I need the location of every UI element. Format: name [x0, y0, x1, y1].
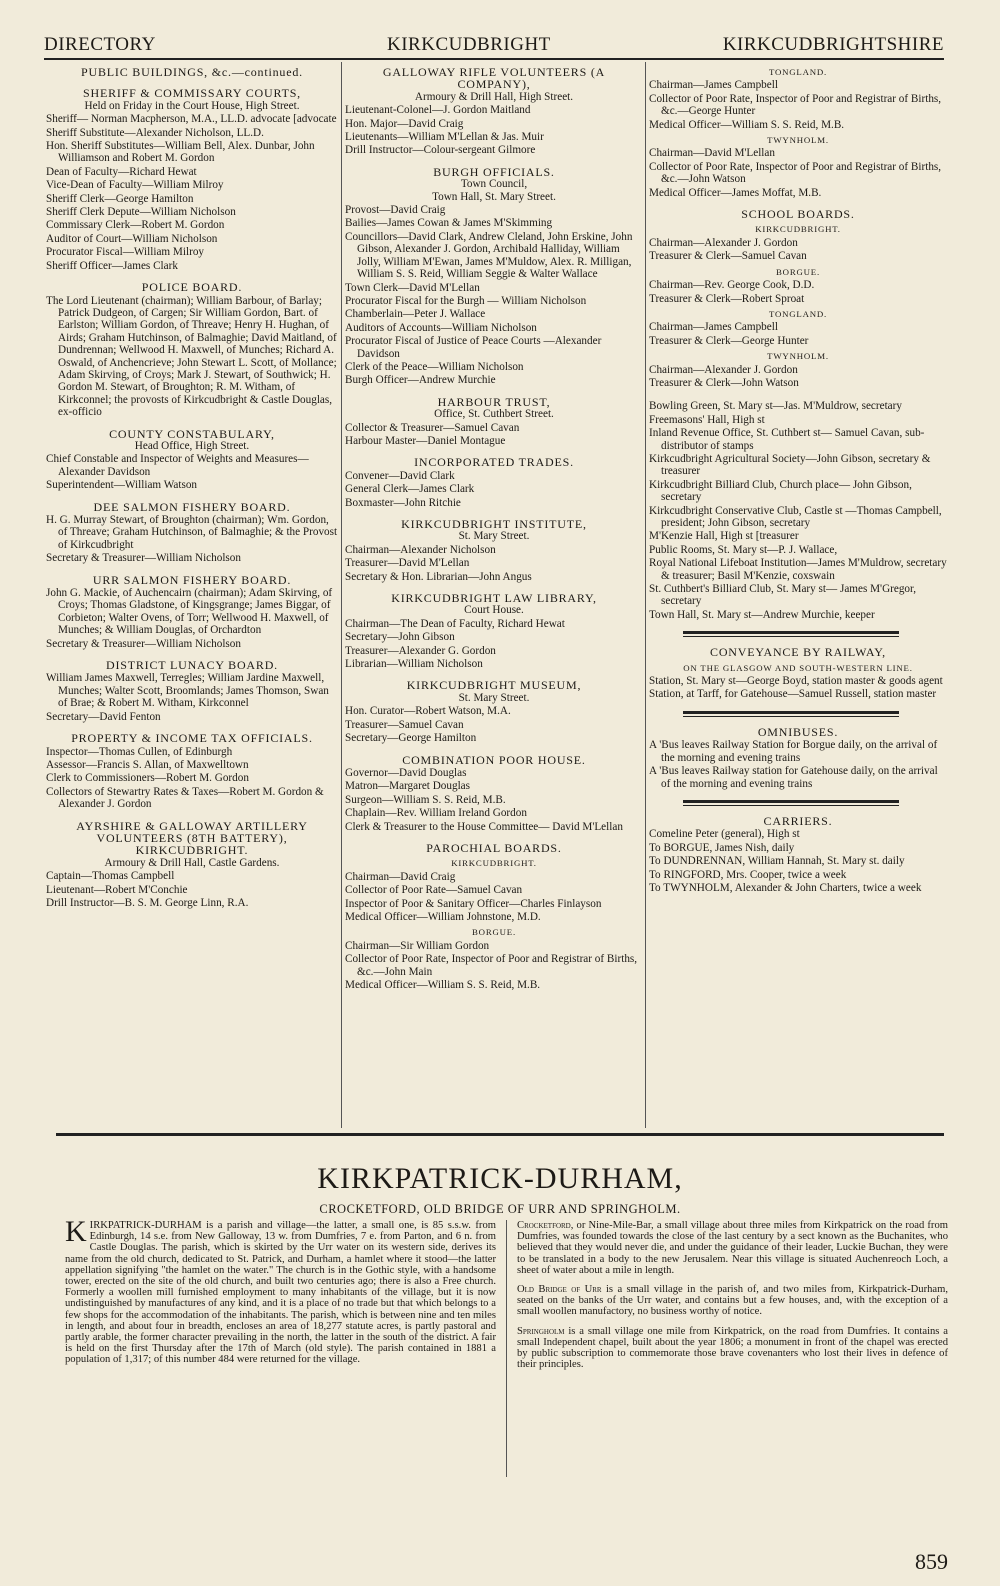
directory-entry: Procurator Fiscal for the Burgh — William Nicholson — [345, 294, 587, 307]
directory-entry: To DUNDRENNAN, William Hannah, St. Mary st. daily — [649, 855, 905, 868]
directory-entry: Kirkcudbright Agricultural Society—John Gibson, secretary & treasurer — [649, 452, 931, 478]
directory-entry: Secretary—John Gibson — [345, 631, 455, 644]
section-divider-rule — [683, 631, 899, 637]
section-heading: KIRKCUDBRIGHT INSTITUTE, — [401, 517, 587, 531]
directory-entry: Collector of Poor Rate—Samuel Cavan — [345, 884, 523, 897]
directory-entry: Treasurer—Samuel Cavan — [345, 718, 464, 731]
directory-entry: Town Clerk—David M'Lellan — [345, 281, 480, 294]
spacer — [649, 389, 947, 399]
section-heading: KIRKCUDBRIGHT MUSEUM, — [406, 678, 582, 693]
village-description — [517, 1220, 948, 1276]
directory-entry: Station, at Tarff, for Gatehouse—Samuel Russell, station master — [649, 688, 937, 701]
directory-entry: Treasurer—Alexander G. Gordon — [345, 644, 496, 657]
section-heading: DISTRICT LUNACY BOARD. — [106, 658, 278, 673]
directory-entry: Captain—Thomas Campbell — [46, 870, 175, 883]
section-heading: COUNTY CONSTABULARY, — [109, 426, 275, 441]
subsection-heading: BORGUE. — [472, 927, 516, 938]
directory-entry: To TWYNHOLM, Alexander & John Charters, twice a week — [649, 881, 922, 894]
directory-entry: Hon. Major—David Craig — [345, 117, 464, 130]
directory-entry: Chairman—Alexander Nicholson — [345, 543, 496, 556]
directory-entry: Chairman—Rev. George Cook, D.D. — [649, 279, 815, 292]
directory-entry: Medical Officer—James Moffat, M.B. — [649, 186, 822, 199]
address-line: Town Council, — [460, 178, 528, 191]
directory-entry: Sheriff Substitute—Alexander Nicholson, LL.D. — [46, 126, 264, 139]
directory-entry: Convener—David Clark — [345, 469, 455, 482]
parish-description — [65, 1215, 496, 1366]
directory-entry: Inspector—Thomas Cullen, of Edinburgh — [46, 745, 233, 758]
directory-entry: Burgh Officer—Andrew Murchie — [345, 374, 496, 387]
directory-entry: Treasurer & Clerk—Robert Sproat — [649, 292, 805, 305]
section-heading: CARRIERS. — [763, 813, 833, 828]
directory-entry: Secretary & Treasurer—William Nicholson — [46, 637, 241, 650]
directory-entry: Inspector of Poor & Sanitary Officer—Charles Finlayson — [345, 897, 602, 910]
address-line: Town Hall, St. Mary Street. — [432, 190, 556, 203]
section-heading: OMNIBUSES. — [757, 724, 839, 739]
column-divider — [506, 1220, 507, 1477]
section-heading: INCORPORATED TRADES. — [414, 455, 574, 470]
running-head — [44, 34, 944, 56]
directory-entry: Sheriff Clerk—George Hamilton — [46, 192, 194, 205]
directory-column-2 — [345, 66, 643, 991]
directory-entry: Hon. Curator—Robert Watson, M.A. — [345, 705, 511, 718]
directory-entry: Chairman—David M'Lellan — [649, 147, 775, 160]
section-heading: CONVEYANCE BY RAILWAY, — [710, 645, 886, 660]
running-head-right: KIRKCUDBRIGHTSHIRE — [722, 34, 944, 55]
directory-entry: Governor—David Douglas — [345, 766, 467, 779]
directory-entry: Secretary & Treasurer—William Nicholson — [46, 552, 241, 565]
directory-entry: A 'Bus leaves Railway station for Gatehouse daily, on the arrival of the morning and evening trains — [649, 765, 938, 790]
directory-entry: Clerk to Commissioners—Robert M. Gordon — [46, 772, 249, 785]
section-rule — [56, 1133, 944, 1136]
directory-entry: Bailies—James Cowan & James M'Skimming — [345, 217, 553, 230]
directory-entry: Chairman—James Campbell — [649, 79, 778, 92]
directory-entry: Sheriff Clerk Depute—William Nicholson — [46, 206, 236, 219]
column-divider — [645, 62, 646, 1128]
subsection-heading: KIRKCUDBRIGHT. — [755, 224, 841, 235]
directory-entry: Kirkcudbright Billiard Club, Church place— John Gibson, secretary — [649, 478, 912, 504]
directory-entry: To RINGFORD, Mrs. Cooper, twice a week — [649, 868, 847, 881]
address-line: Armoury & Drill Hall, High Street. — [414, 90, 574, 103]
village-description — [517, 1326, 948, 1371]
directory-entry: Chairman—James Campbell — [649, 321, 778, 334]
directory-entry: Superintendent—William Watson — [46, 479, 198, 492]
section-subtitle: CROCKETFORD, OLD BRIDGE OF URR AND SPRINGHOLM. — [319, 1202, 681, 1216]
village-name: Crocketford, — [517, 1220, 574, 1231]
directory-entry: Provost—David Craig — [345, 204, 446, 217]
directory-entry: Chief Constable and Inspector of Weights and Measures—Alexander Davidson — [46, 453, 309, 478]
directory-entry: The Lord Lieutenant (chairman); William Barbour, of Barlay; Patrick Dudgeon, of Cargen; Sir William Gordon, Bart. of Earlston; William Gordon, of Threave; Henry H. Hughan, of Airds; Graham Hutchinson, of Balmaghie; David Maitland, of Dundrennan; Wellwood H. Maxwell, of Munches; Richard A. Oswald, of Anchencrieve; John Stewart L. Scott, of Mollance; Adam Skirving, of Croys; Mark J. Stewart, of Southwick; H. Gordon M. Stewart, of Broughton; R. M. Witham, of Kirkconnel; the provosts of Kirkcudbright & Castle Douglas, ex-officio — [46, 294, 337, 419]
directory-entry: Collector of Poor Rate, Inspector of Poor and Registrar of Births, &c.—John Main — [345, 953, 638, 978]
village-text: or Nine-Mile-Bar, a small village about three miles from Kirkpatrick on the road from Dumfries, was founded towards the close of the last century by a sect known as the Buchanites, who believed that they would never die, and under the guidance of their leader, Luckie Buchan, they were to be translated in a body to the new Jerusalem. Near this village is situated Auchenreoch Loch, a sheet of water about a mile in length. — [517, 1220, 948, 1276]
directory-entry: John G. Mackie, of Auchencairn (chairman); Adam Skirving, of Croys; Thomas Gladstone, of Kingsgrange; James Biggar, of Corbieton; Walter Ovens, of Torr; Wellwood H. Maxwell, of Munches; & William Douglas, of Orchardton — [46, 587, 333, 637]
subsection-heading: TWYNHOLM. — [767, 351, 829, 362]
directory-entry: Inland Revenue Office, St. Cuthbert st— Samuel Cavan, sub-distributor of stamps — [649, 427, 925, 452]
directory-entry: Assessor—Francis S. Allan, of Maxwelltown — [46, 758, 249, 771]
section-heading: BURGH OFFICIALS. — [433, 164, 555, 179]
directory-entry: Medical Officer—William S. S. Reid, M.B. — [345, 979, 541, 991]
directory-entry: Collectors of Stewartry Rates & Taxes—Robert M. Gordon & Alexander J. Gordon — [46, 785, 324, 811]
section-left-column — [65, 1215, 496, 1374]
directory-entry: Kirkcudbright Conservative Club, Castle st —Thomas Campbell, president; John Gibson, secretary — [649, 504, 942, 529]
directory-entry: Commissary Clerk—Robert M. Gordon — [46, 219, 225, 232]
directory-column-1 — [46, 66, 338, 909]
directory-entry: Librarian—William Nicholson — [345, 658, 483, 671]
drop-cap: K — [65, 1215, 87, 1248]
section-heading: AYRSHIRE & GALLOWAY ARTILLERY VOLUNTEERS (8TH BATTERY), KIRKCUDBRIGHT. — [76, 818, 308, 858]
subsection-heading: TONGLAND. — [768, 308, 828, 319]
directory-entry: Chairman—Alexander J. Gordon — [649, 363, 798, 376]
section-heading: GALLOWAY RIFLE VOLUNTEERS (A COMPANY), — [382, 65, 606, 92]
directory-entry: Treasurer & Clerk—George Hunter — [649, 334, 809, 347]
address-line: St. Mary Street. — [458, 530, 530, 543]
village-name: Springholm — [517, 1325, 565, 1337]
parish-text: IRKPATRICK-DURHAM is a parish and village—the latter, a small one, is 85 s.s.w. from Edinburgh, 14 s.e. from New Galloway, 13 w. from Dumfries, 7 e. from Parton, and 6 n. from Castle Douglas. The parish, which is skirted by the Urr water on its western side, derives its name from the old church, dedicated to St. Patrick, and Durham, a hamlet where it stood—the latter appellation signifying "the hamlet on the water." The church is in the Gothic style, with a handsome tower, erected on the site of the old church, and built two centuries ago; there is also a Free church. Formerly a woollen mill furnished employment to many inhabitants of the village, but it is now undistinguished by manufactures of any kind, and it is a place of no trade but that which belongs to a few shops for the accommodation of the inhabitants. The parish, which is between nine and ten miles in length, and about four in breadth, encloses an area of 18,277 statute acres, is partly pastoral and partly arable, the former character prevailing in the north, the latter in the south of the district. A fair is held on the first Thursday after the 17th of March (old style). The parish contained in 1881 a population of 1,317; of this number 484 were returned for the village. — [65, 1220, 496, 1366]
village-name: Old Bridge of Urr — [517, 1284, 602, 1296]
directory-entry: Chairman—The Dean of Faculty, Richard Hewat — [345, 617, 565, 630]
page-number: 859 — [915, 1549, 948, 1574]
directory-entry: H. G. Murray Stewart, of Broughton (chairman); Wm. Gordon, of Threave; Graham Hutchinson, of Balmaghie; & the Provost of Kirkcudbright — [46, 514, 338, 551]
directory-entry: Lieutenant—Robert M'Conchie — [46, 883, 188, 896]
directory-entry: Chaplain—Rev. William Ireland Gordon — [345, 807, 527, 820]
section-heading: POLICE BOARD. — [141, 280, 243, 295]
column-divider — [341, 62, 342, 1128]
directory-entry: William James Maxwell, Terregles; William Jardine Maxwell, Munches; Walter Scott, Broomlands; James Thomson, Swan of Brae; & Robert M. Witham, Kirkconnel — [46, 672, 329, 710]
address-line: Armoury & Drill Hall, Castle Gardens. — [104, 856, 280, 869]
address-line: Office, St. Cuthbert Street. — [434, 408, 554, 421]
directory-entry: Chairman—Alexander J. Gordon — [649, 236, 798, 249]
section-heading: SCHOOL BOARDS. — [741, 207, 855, 222]
directory-entry: Collector & Treasurer—Samuel Cavan — [345, 421, 520, 434]
directory-entry: Boxmaster—John Ritchie — [345, 496, 461, 509]
directory-entry: Station, St. Mary st—George Boyd, station master & goods agent — [649, 675, 943, 688]
section-right-column — [517, 1220, 948, 1378]
running-head-left: DIRECTORY — [44, 34, 156, 55]
section-heading: KIRKCUDBRIGHT LAW LIBRARY, — [391, 591, 597, 606]
directory-entry: Treasurer—David M'Lellan — [345, 557, 470, 570]
directory-entry: Secretary & Hon. Librarian—John Angus — [345, 570, 532, 583]
directory-entry: Secretary—George Hamilton — [345, 732, 477, 745]
directory-entry: Lieutenants—William M'Lellan & Jas. Muir — [345, 131, 544, 144]
directory-entry: Auditor of Court—William Nicholson — [46, 232, 218, 245]
directory-entry: To BORGUE, James Nish, daily — [649, 841, 795, 854]
section-heading: PROPERTY & INCOME TAX OFFICIALS. — [71, 731, 313, 746]
directory-entry: Sheriff— Norman Macpherson, M.A., LL.D. advocate [advocate — [46, 113, 337, 126]
directory-entry: Clerk & Treasurer to the House Committee— David M'Lellan — [345, 820, 623, 833]
directory-entry: Medical Officer—William S. S. Reid, M.B. — [649, 118, 845, 131]
running-head-center: KIRKCUDBRIGHT — [387, 34, 551, 55]
section-heading: PUBLIC BUILDINGS, &c.—continued. — [81, 65, 303, 79]
directory-entry: Hon. Sheriff Substitutes—William Bell, Alex. Dunbar, John Williamson and Robert M. Gordon — [46, 140, 315, 165]
directory-entry: Treasurer & Clerk—Samuel Cavan — [649, 250, 807, 263]
address-line: Court House. — [464, 604, 524, 617]
directory-entry: Comeline Peter (general), High st — [649, 828, 800, 841]
directory-entry: Royal National Lifeboat Institution—James M'Muldrow, secretary & treasurer; Basil M'Kenzie, coxswain — [649, 557, 947, 582]
directory-entry: Matron—Margaret Douglas — [345, 780, 471, 793]
directory-entry: Town Hall, St. Mary st—Andrew Murchie, keeper — [649, 608, 875, 621]
directory-entry: St. Cuthbert's Billiard Club, St. Mary st— James M'Gregor, secretary — [649, 583, 917, 608]
section-heading: PAROCHIAL BOARDS. — [426, 840, 562, 855]
directory-entry: Procurator Fiscal—William Milroy — [46, 246, 205, 259]
subsection-heading: TWYNHOLM. — [767, 135, 829, 146]
directory-entry: Dean of Faculty—Richard Hewat — [46, 165, 197, 178]
directory-entry: Drill Instructor—Colour-sergeant Gilmore — [345, 144, 536, 157]
directory-entry: Chairman—David Craig — [345, 870, 456, 883]
directory-entry: Collector of Poor Rate, Inspector of Poor and Registrar of Births, &c.—John Watson — [649, 160, 942, 186]
subsection-heading: BORGUE. — [776, 266, 820, 277]
directory-entry: Harbour Master—Daniel Montague — [345, 434, 506, 447]
directory-entry: Procurator Fiscal of Justice of Peace Courts —Alexander Davidson — [345, 335, 602, 360]
section-title: KIRKPATRICK-DURHAM, — [317, 1162, 683, 1195]
subsection-heading: KIRKCUDBRIGHT. — [451, 858, 537, 869]
subsection-heading: TONGLAND. — [768, 67, 828, 77]
directory-entry: Collector of Poor Rate, Inspector of Poor and Registrar of Births, &c.—George Hunter — [649, 92, 942, 118]
directory-entry: Treasurer & Clerk—John Watson — [649, 376, 799, 389]
directory-entry: Bowling Green, St. Mary st—Jas. M'Muldrow, secretary — [649, 400, 902, 413]
directory-entry: Public Rooms, St. Mary st—P. J. Wallace, — [649, 543, 838, 556]
directory-entry: Medical Officer—William Johnstone, M.D. — [345, 910, 541, 923]
section-heading: URR SALMON FISHERY BOARD. — [92, 572, 292, 587]
directory-entry: Drill Instructor—B. S. M. George Linn, R.A. — [46, 896, 249, 909]
directory-entry: M'Kenzie Hall, High st [treasurer — [649, 530, 799, 543]
directory-entry: Secretary—David Fenton — [46, 710, 161, 723]
directory-column-3 — [649, 66, 947, 894]
directory-entry: Chairman—Sir William Gordon — [345, 939, 490, 952]
village-text: is a small village one mile from Kirkpatrick, on the road from Dumfries. It contains a small Independent chapel, built about the year 1806; a monument in front of the chapel was erected by public subscription to commemorate those brave covenanters who lost their lives in defence of their principles. — [517, 1325, 948, 1371]
section-heading: HARBOUR TRUST, — [437, 394, 551, 409]
directory-entry: Sheriff Officer—James Clark — [46, 259, 178, 272]
directory-entry: Vice-Dean of Faculty—William Milroy — [46, 179, 224, 192]
address-line: St. Mary Street. — [458, 691, 530, 704]
village-text: is a small village in the parish of, and two miles from, Kirkpatrick-Durham, seated on the banks of the Urr water, and contains but a few houses, and, with the exception of a small woollen manufactory, no business worthy of notice. — [517, 1284, 948, 1318]
address-line: Head Office, High Street. — [134, 439, 250, 452]
directory-entry: General Clerk—James Clark — [345, 483, 475, 496]
header-rule — [44, 58, 944, 60]
section-heading: DEE SALMON FISHERY BOARD. — [93, 499, 291, 514]
section-divider-rule — [683, 711, 899, 717]
directory-entry: Councillors—David Clark, Andrew Cleland, John Erskine, John Gibson, Alexander J. Gordon, Archibald Halliday, William Jolly, William M'Ewan, James M'Muldow, Alex. R. Milligan, William S. S. Reid, William Seggie & Walter Wallace — [345, 230, 633, 281]
directory-entry: A 'Bus leaves Railway Station for Borgue daily, on the arrival of the morning and evening trains — [649, 739, 938, 764]
address-line: Held on Friday in the Court House, High Street. — [84, 99, 300, 112]
directory-entry: Chamberlain—Peter J. Wallace — [345, 308, 486, 321]
directory-entry: Lieutenant-Colonel—J. Gordon Maitland — [345, 104, 531, 117]
section-heading: SHERIFF & COMMISSARY COURTS, — [83, 86, 301, 101]
directory-entry: Surgeon—William S. S. Reid, M.B. — [345, 793, 506, 806]
section-divider-rule — [683, 800, 899, 806]
directory-entry: Auditors of Accounts—William Nicholson — [345, 321, 537, 334]
section-heading: COMBINATION POOR HOUSE. — [402, 752, 586, 767]
directory-entry: Clerk of the Peace—William Nicholson — [345, 360, 524, 373]
directory-entry: Freemasons' Hall, High st — [649, 413, 765, 426]
subsection-heading: ON THE GLASGOW AND SOUTH-WESTERN LINE. — [683, 662, 913, 673]
village-description — [517, 1284, 948, 1318]
